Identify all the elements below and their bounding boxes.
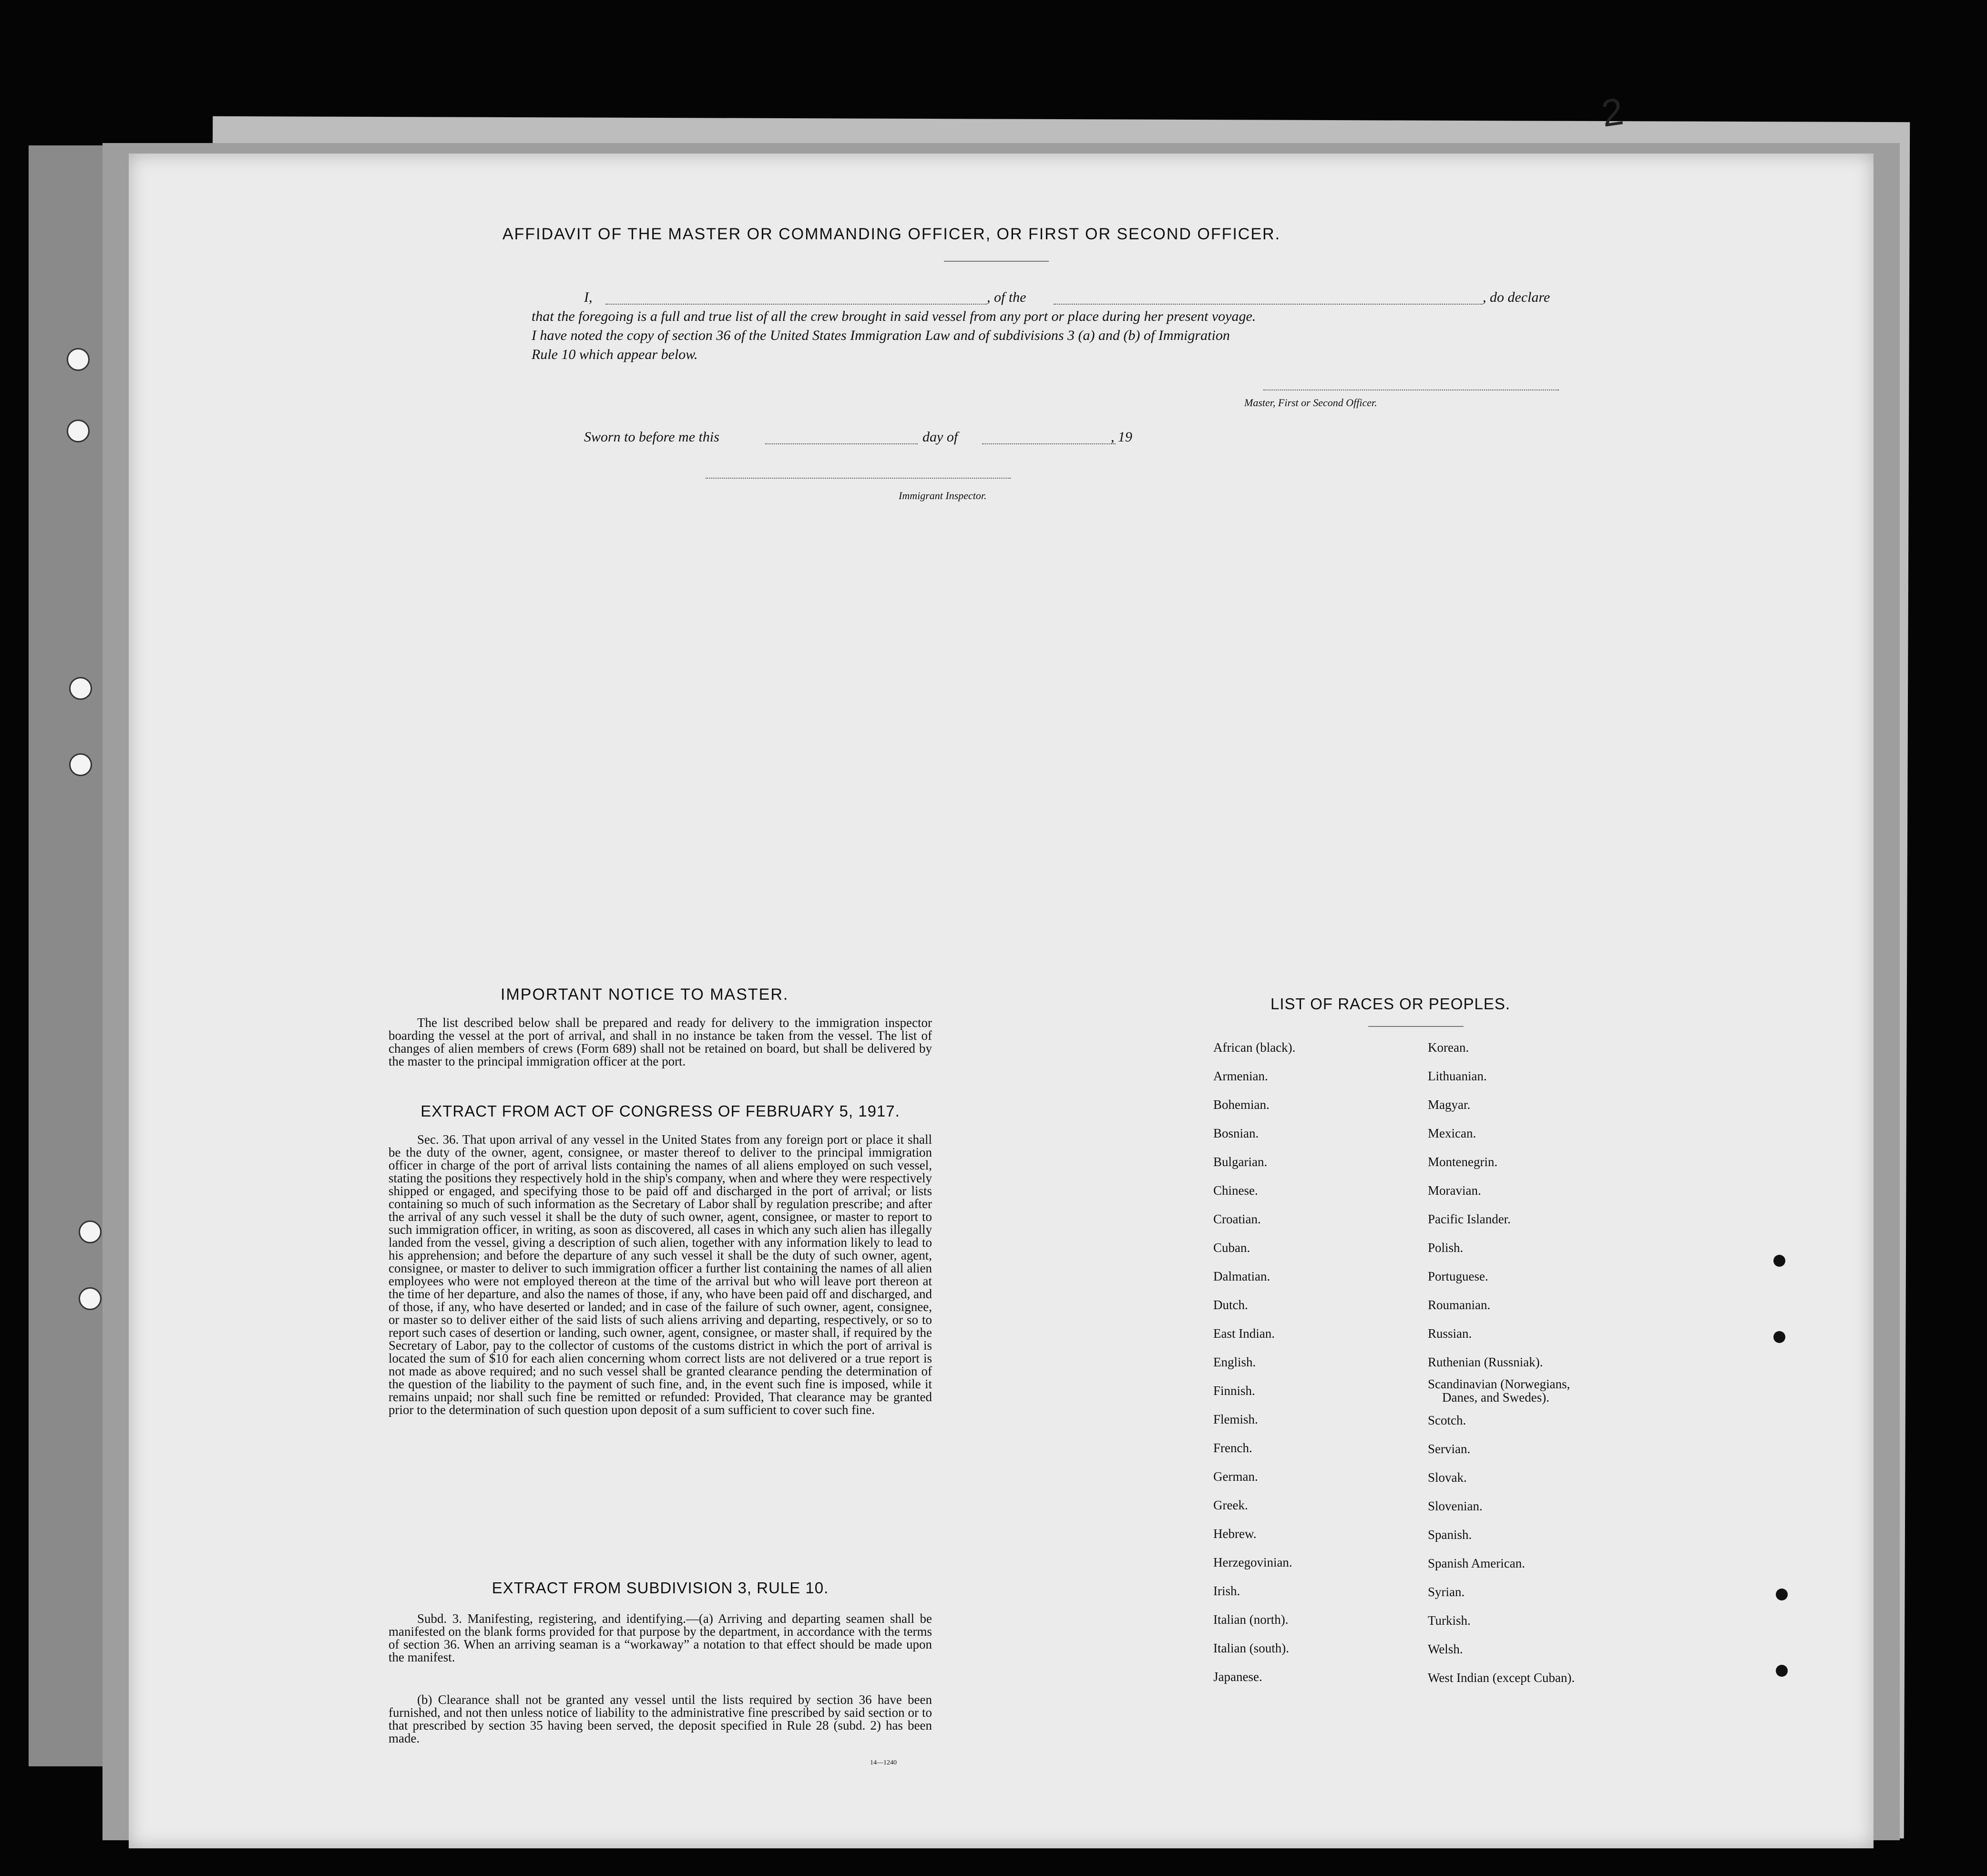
- affidavit-line4: Rule 10 which appear below.: [532, 347, 698, 362]
- race-item-line: Scandinavian (Norwegians,: [1428, 1377, 1570, 1391]
- sworn-month-blank: [982, 443, 1116, 444]
- race-item: Hebrew.: [1213, 1527, 1257, 1541]
- race-item: Scotch.: [1428, 1413, 1466, 1427]
- race-item: Pacific Islander.: [1428, 1212, 1511, 1226]
- race-item: Ruthenian (Russniak).: [1428, 1355, 1543, 1369]
- year-text: , 19: [1111, 429, 1132, 445]
- affidavit-line3: I have noted the copy of section 36 of the United States Immigration Law and of subdivisions 3 (a) and (b) of Immigration: [532, 328, 1230, 343]
- race-item: Montenegrin.: [1428, 1155, 1498, 1169]
- race-item: Slovak.: [1428, 1470, 1467, 1485]
- title-underline: [944, 261, 1049, 262]
- races-title-underline: [1368, 1026, 1464, 1027]
- race-item: Finnish.: [1213, 1384, 1255, 1398]
- race-item: African (black).: [1213, 1040, 1296, 1055]
- race-item: Polish.: [1428, 1240, 1464, 1255]
- extract-act-body: Sec. 36. That upon arrival of any vessel in the United States from any foreign port or place it shall be the duty of the owner, agent, consignee, or master thereof to deliver to the principal immigration officer in charge of the port of arrival lists containing the names of all aliens employed on such vessel, stating the positions they respectively hold in the ship's company, when and where they were respectively shipped or engaged, and specifying those to be paid off and discharged in the port of arrival; or lists containing so much of such information as the Secretary of Labor shall by regulation prescribe; and after the arrival of any such vessel it shall be the duty of such owner, agent, consignee, or master to report to such immigration officer, in writing, as soon as discovered, all cases in which any such alien has illegally landed from the vessel, giving a description of such alien, together with any information likely to lead to his apprehension; and before the departure of any such vessel it shall be the duty of such owner, agent, consignee, or master to deliver to such immigration officer a further list containing the names of all alien employees who were not employed thereon at the time of the arrival but who will leave port thereon at the time of her departure, and also the names of those, if any, who have been paid off and discharged, and of those, if any, who have deserted or landed; and in case of the failure of such owner, agent, consignee, or master so to deliver either of the said lists of such aliens arriving and departing, respectively, or so to report such cases of desertion or landing, such owner, agent, consignee, or master shall, if required by the Secretary of Labor, pay to the collector of customs of the customs district in which the port of arrival is located the sum of $10 for each alien concerning whom correct lists are not delivered or a true report is not made as above required; and no such vessel shall be granted clearance pending the determination of the question of the liability to the payment of such fine, and, in the event such fine is imposed, while it remains unpaid; nor shall such fine be remitted or refunded: Provided, That clearance may be granted prior to the determination of such question upon deposit of a sum sufficient to cover such fine.: [389, 1132, 932, 1417]
- race-item: Italian (north).: [1213, 1612, 1289, 1627]
- race-item: Flemish.: [1213, 1412, 1258, 1426]
- race-item: Croatian.: [1213, 1212, 1261, 1226]
- races-left-column: [1213, 1033, 1295, 1691]
- race-item: English.: [1213, 1355, 1256, 1369]
- race-item: Dalmatian.: [1213, 1269, 1270, 1283]
- races-title: LIST OF RACES OR PEOPLES.: [1270, 995, 1511, 1013]
- affidavit-line2: that the foregoing is a full and true list of all the crew brought in said vessel from any port or place during her present voyage.: [532, 308, 1256, 324]
- race-item: Italian (south).: [1213, 1641, 1289, 1655]
- affidavit-title: AFFIDAVIT OF THE MASTER OR COMMANDING OFFICER, OR FIRST OR SECOND OFFICER.: [502, 225, 1281, 243]
- extract-act-title: EXTRACT FROM ACT OF CONGRESS OF FEBRUARY 5, 1917.: [420, 1102, 900, 1120]
- manifest-page: [129, 154, 1874, 1848]
- binding-mark: [1773, 1255, 1785, 1267]
- race-item: Irish.: [1213, 1584, 1240, 1598]
- form-number: 14—1240: [870, 1759, 897, 1766]
- race-item: French.: [1213, 1441, 1252, 1455]
- race-item: Moravian.: [1428, 1183, 1481, 1198]
- day-of-text: day of: [922, 429, 958, 445]
- race-item: Portuguese.: [1428, 1269, 1488, 1283]
- inspector-caption: Immigrant Inspector.: [899, 490, 987, 502]
- race-item: Japanese.: [1213, 1670, 1262, 1684]
- race-item: Servian.: [1428, 1442, 1471, 1456]
- officer-name-blank: [605, 304, 987, 305]
- corner-page-number: 2: [1598, 90, 1626, 135]
- race-item: Turkish.: [1428, 1613, 1471, 1628]
- affidavit-i: I,: [584, 289, 593, 305]
- race-item: Roumanian.: [1428, 1298, 1491, 1312]
- inspector-signature-blank: [706, 478, 1011, 479]
- race-item: Welsh.: [1428, 1642, 1463, 1656]
- race-item: Bulgarian.: [1213, 1155, 1268, 1169]
- notice-title: IMPORTANT NOTICE TO MASTER.: [501, 985, 789, 1004]
- race-item: Armenian.: [1213, 1069, 1268, 1083]
- race-item: Magyar.: [1428, 1097, 1471, 1112]
- affidavit-declare: , do declare: [1483, 289, 1550, 305]
- master-caption: Master, First or Second Officer.: [1244, 397, 1377, 409]
- race-item: Korean.: [1428, 1040, 1469, 1055]
- race-item: German.: [1213, 1469, 1258, 1484]
- binding-mark: [1776, 1665, 1788, 1677]
- race-item: [1428, 1376, 1575, 1406]
- affidavit-of-the: , of the: [987, 289, 1026, 305]
- race-item: Dutch.: [1213, 1298, 1248, 1312]
- notice-body: The list described below shall be prepared and ready for delivery to the immigration inspector boarding the vessel at the port of arrival, and shall in no instance be taken from the vessel. The list of changes of alien members of crews (Form 689) shall not be retained on board, but shall be delivered by the master to the principal immigration officer at the port.: [389, 1015, 932, 1068]
- race-item: Cuban.: [1213, 1240, 1250, 1255]
- extract-rule-title: EXTRACT FROM SUBDIVISION 3, RULE 10.: [492, 1579, 829, 1597]
- vessel-name-blank: [1054, 304, 1483, 305]
- race-item: Russian.: [1428, 1326, 1472, 1341]
- binding-mark: [1773, 1331, 1785, 1343]
- race-item: Slovenian.: [1428, 1499, 1483, 1513]
- race-item: Mexican.: [1428, 1126, 1476, 1140]
- race-item: Spanish American.: [1428, 1556, 1525, 1570]
- binding-mark: [1776, 1589, 1788, 1600]
- race-item: Bosnian.: [1213, 1126, 1259, 1140]
- race-item: Spanish.: [1428, 1527, 1472, 1542]
- race-item: Herzegovinian.: [1213, 1555, 1292, 1569]
- races-right-column: [1428, 1033, 1575, 1692]
- race-item-line: Danes, and Swedes).: [1442, 1390, 1549, 1404]
- race-item: Chinese.: [1213, 1183, 1258, 1198]
- sworn-day-blank: [765, 443, 918, 444]
- race-item: Bohemian.: [1213, 1097, 1270, 1112]
- sworn-text: Sworn to before me this: [584, 429, 719, 445]
- race-item: West Indian (except Cuban).: [1428, 1671, 1575, 1685]
- extract-rule-para-b: (b) Clearance shall not be granted any vessel until the lists required by section 36 have been furnished, and not then unless notice of liability to the administrative fine prescribed by said section or to that prescribed by section 35 having been served, the deposit specified in Rule 28 (subd. 2) has been made.: [389, 1692, 932, 1745]
- extract-rule-para-a: Subd. 3. Manifesting, registering, and identifying.—(a) Arriving and departing seamen shall be manifested on the blank forms provided for that purpose by the department, in accordance with the terms of section 36. When an arriving seaman is a “workaway” a notation to that effect should be made upon the manifest.: [389, 1611, 932, 1664]
- race-item: East Indian.: [1213, 1326, 1275, 1341]
- race-item: Greek.: [1213, 1498, 1248, 1512]
- race-item: Lithuanian.: [1428, 1069, 1487, 1083]
- race-item: Syrian.: [1428, 1585, 1465, 1599]
